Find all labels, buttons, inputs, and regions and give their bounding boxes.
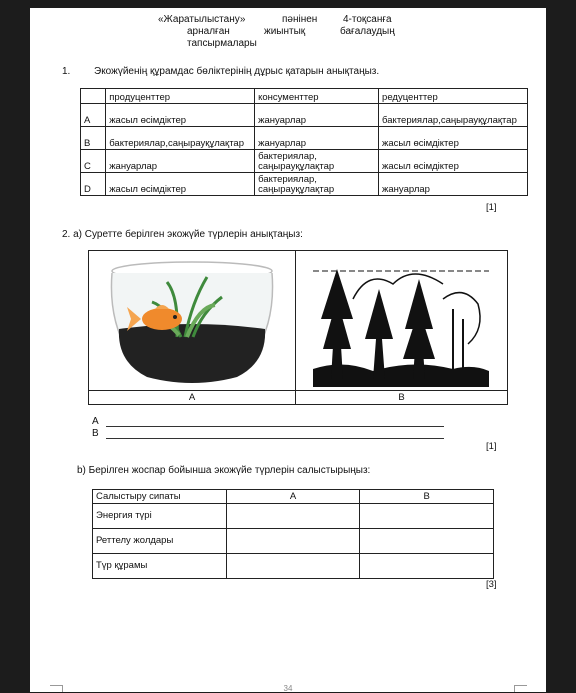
row-letter: A: [81, 104, 106, 127]
answer-line-b-label: B: [92, 428, 99, 439]
table-cell: Реттелу жолдары: [93, 529, 227, 554]
ecosystem-images: [88, 250, 508, 405]
table-row: [93, 554, 494, 579]
table-cell: [81, 89, 106, 104]
header-subject: «Жаратылыстану»: [158, 14, 246, 25]
ecosystem-components-table: [80, 88, 528, 196]
table-row: [81, 104, 528, 127]
table-cell: бактериялар, саңырауқұлақтар: [255, 150, 379, 173]
answer-cell[interactable]: [226, 504, 360, 529]
table-header-cell: консументтер: [255, 89, 379, 104]
table-header-cell: Салыстыру сипаты: [93, 490, 227, 504]
question-1-number: 1.: [62, 66, 71, 77]
image-caption-a: A: [89, 390, 295, 404]
image-divider: [295, 251, 296, 404]
table-header-cell: B: [360, 490, 494, 504]
header-line2a: арналған: [187, 26, 230, 37]
answer-cell[interactable]: [226, 554, 360, 579]
table-header-cell: продуценттер: [106, 89, 255, 104]
answer-line-b[interactable]: [106, 428, 444, 439]
answer-cell[interactable]: [226, 529, 360, 554]
forest-image: [313, 259, 489, 387]
question-2a-text: 2. a) Суретте берілген экожүйе түрлерін анықтаңыз:: [62, 229, 303, 240]
answer-line-a-label: A: [92, 416, 99, 427]
worksheet-page: [30, 8, 546, 692]
question-1-score: [1]: [486, 202, 497, 213]
table-cell: жасыл өсімдіктер: [379, 127, 528, 150]
question-1-text: Экожүйенің құрамдас бөліктерінің дұрыс қатарын анықтаңыз.: [94, 66, 380, 77]
table-cell: бактериялар,саңырауқұлақтар: [379, 104, 528, 127]
table-cell: Түр құрамы: [93, 554, 227, 579]
table-row: [81, 127, 528, 150]
table-row: [93, 504, 494, 529]
table-cell: жануарлар: [255, 127, 379, 150]
table-cell: жануарлар: [255, 104, 379, 127]
table-header-row: [81, 89, 528, 104]
table-cell: жануарлар: [106, 150, 255, 173]
table-cell: Энергия түрі: [93, 504, 227, 529]
question-2b-text: b) Берілген жоспар бойынша экожүйе түрлерін салыстырыңыз:: [77, 465, 371, 476]
table-header-cell: A: [226, 490, 360, 504]
comparison-table: [92, 489, 494, 579]
header-quarter: 4-тоқсанға: [343, 14, 392, 25]
row-letter: D: [81, 173, 106, 196]
aquarium-image: [107, 257, 277, 387]
table-row: [81, 173, 528, 196]
answer-cell[interactable]: [360, 554, 494, 579]
header-pan: пәнінен: [282, 14, 318, 25]
table-header-cell: редуценттер: [379, 89, 528, 104]
answer-line-a[interactable]: [106, 416, 444, 427]
row-letter: B: [81, 127, 106, 150]
page-number: 34: [283, 684, 293, 693]
corner-mark-left: [50, 685, 63, 692]
question-2a-score: [1]: [486, 441, 497, 452]
corner-mark-right: [514, 685, 527, 692]
table-row: [81, 150, 528, 173]
header-line3: тапсырмалары: [187, 38, 257, 49]
table-cell: бактериялар, саңырауқұлақтар: [255, 173, 379, 196]
header-line2b: жиынтық: [264, 26, 306, 37]
answer-cell[interactable]: [360, 529, 494, 554]
table-row: [93, 529, 494, 554]
table-cell: жасыл өсімдіктер: [379, 150, 528, 173]
header-line2c: бағалаудың: [340, 26, 395, 37]
image-caption-b: B: [296, 390, 507, 404]
table-cell: бактериялар,саңырауқұлақтар: [106, 127, 255, 150]
table-cell: жасыл өсімдіктер: [106, 173, 255, 196]
question-2b-score: [3]: [486, 579, 497, 590]
table-cell: жануарлар: [379, 173, 528, 196]
table-header-row: [93, 490, 494, 504]
answer-cell[interactable]: [360, 504, 494, 529]
table-cell: жасыл өсімдіктер: [106, 104, 255, 127]
row-letter: C: [81, 150, 106, 173]
